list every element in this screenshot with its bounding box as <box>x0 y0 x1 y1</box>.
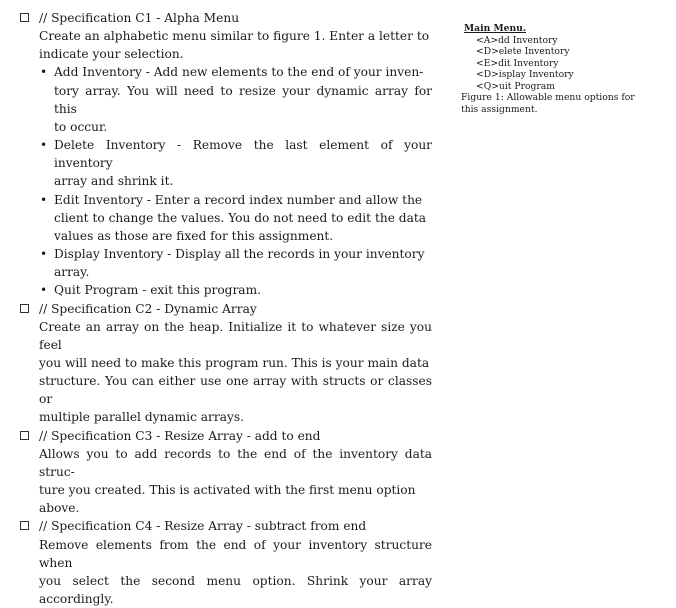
spec-heading: // Specification C2 - Dynamic Array <box>39 301 257 316</box>
list-item <box>40 136 432 190</box>
text-line: Edit Inventory - Enter a record index number and allow the <box>54 192 423 207</box>
spec-description <box>20 318 432 427</box>
spec-description <box>20 536 432 608</box>
menu-option: <D>isplay Inventory <box>476 69 574 80</box>
text-line: array. <box>54 265 90 280</box>
caption-line: Figure 1: Allowable menu options for <box>461 92 635 103</box>
spec-c1 <box>20 9 432 300</box>
bullet-icon: • <box>40 138 48 153</box>
text-line: structure. You can either use one array with structs or classes or <box>39 374 432 407</box>
list-item <box>40 63 432 136</box>
spec-c4 <box>20 517 432 608</box>
menu-option: <Q>uit Program <box>476 80 555 92</box>
specification-list <box>20 9 432 608</box>
text-line: values as those are fixed for this assignment. <box>54 228 334 243</box>
bullet-icon: • <box>40 283 48 298</box>
text-line: Add Inventory - Add new elements to the end of your inven- <box>54 65 424 80</box>
spec-heading-row <box>20 427 432 445</box>
text-line: you will need to make this program run. This is your main data <box>39 355 430 370</box>
caption-line: this assignment. <box>461 103 538 115</box>
spec-heading-row <box>20 9 432 27</box>
bullet-icon: • <box>40 192 48 207</box>
text-line: ture you created. This is activated with the first menu option <box>39 483 416 498</box>
text-line: Quit Program - exit this program. <box>54 283 262 298</box>
spec-heading-row <box>20 300 432 318</box>
text-line: above. <box>39 501 80 516</box>
text-line: tory array. You will need to resize your dynamic array for this <box>54 83 432 116</box>
text-line: to occur. <box>54 119 108 134</box>
checkbox[interactable] <box>20 521 29 530</box>
spec-description <box>20 445 432 518</box>
text-line: Allows you to add records to the end of the inventory data struc- <box>39 446 432 479</box>
menu-option: <E>dit Inventory <box>476 57 559 69</box>
bullet-icon: • <box>40 247 48 262</box>
spec-heading: // Specification C3 - Resize Array - add to end <box>39 428 321 443</box>
figure-caption <box>461 92 661 115</box>
checkbox[interactable] <box>20 13 29 22</box>
text-line: Remove elements from the end of your inventory structure when <box>39 537 432 570</box>
menu-options-list <box>20 63 432 299</box>
spec-description <box>20 27 432 63</box>
spec-c3 <box>20 427 432 518</box>
text-line: Display Inventory - Display all the records in your inventory <box>54 247 425 262</box>
list-item <box>40 245 432 281</box>
list-item <box>40 281 432 299</box>
bullet-icon: • <box>40 65 48 80</box>
spec-heading-row <box>20 517 432 535</box>
text-line: Create an alphabetic menu similar to figure 1. Enter a letter to <box>39 29 430 44</box>
spec-heading: // Specification C4 - Resize Array - subtract from end <box>39 519 367 534</box>
figure-title: Main Menu. <box>464 23 527 34</box>
text-line: indicate your selection. <box>39 47 184 62</box>
figure-main-menu <box>461 23 661 115</box>
list-item <box>40 191 432 245</box>
text-line: multiple parallel dynamic arrays. <box>39 410 244 425</box>
text-line: client to change the values. You do not need to edit the data <box>54 210 427 225</box>
menu-option: <D>elete Inventory <box>476 46 570 57</box>
menu-option: <A>dd Inventory <box>476 34 558 46</box>
text-line: Delete Inventory - Remove the last element of your inventory <box>54 138 432 171</box>
text-line: you select the second menu option. Shrink your array accordingly. <box>39 573 432 606</box>
checkbox[interactable] <box>20 431 29 440</box>
checkbox[interactable] <box>20 304 29 313</box>
spec-c2 <box>20 300 432 427</box>
spec-heading: // Specification C1 - Alpha Menu <box>39 11 240 25</box>
text-line: array and shrink it. <box>54 174 174 189</box>
text-line: Create an array on the heap. Initialize it to whatever size you feel <box>39 319 432 352</box>
